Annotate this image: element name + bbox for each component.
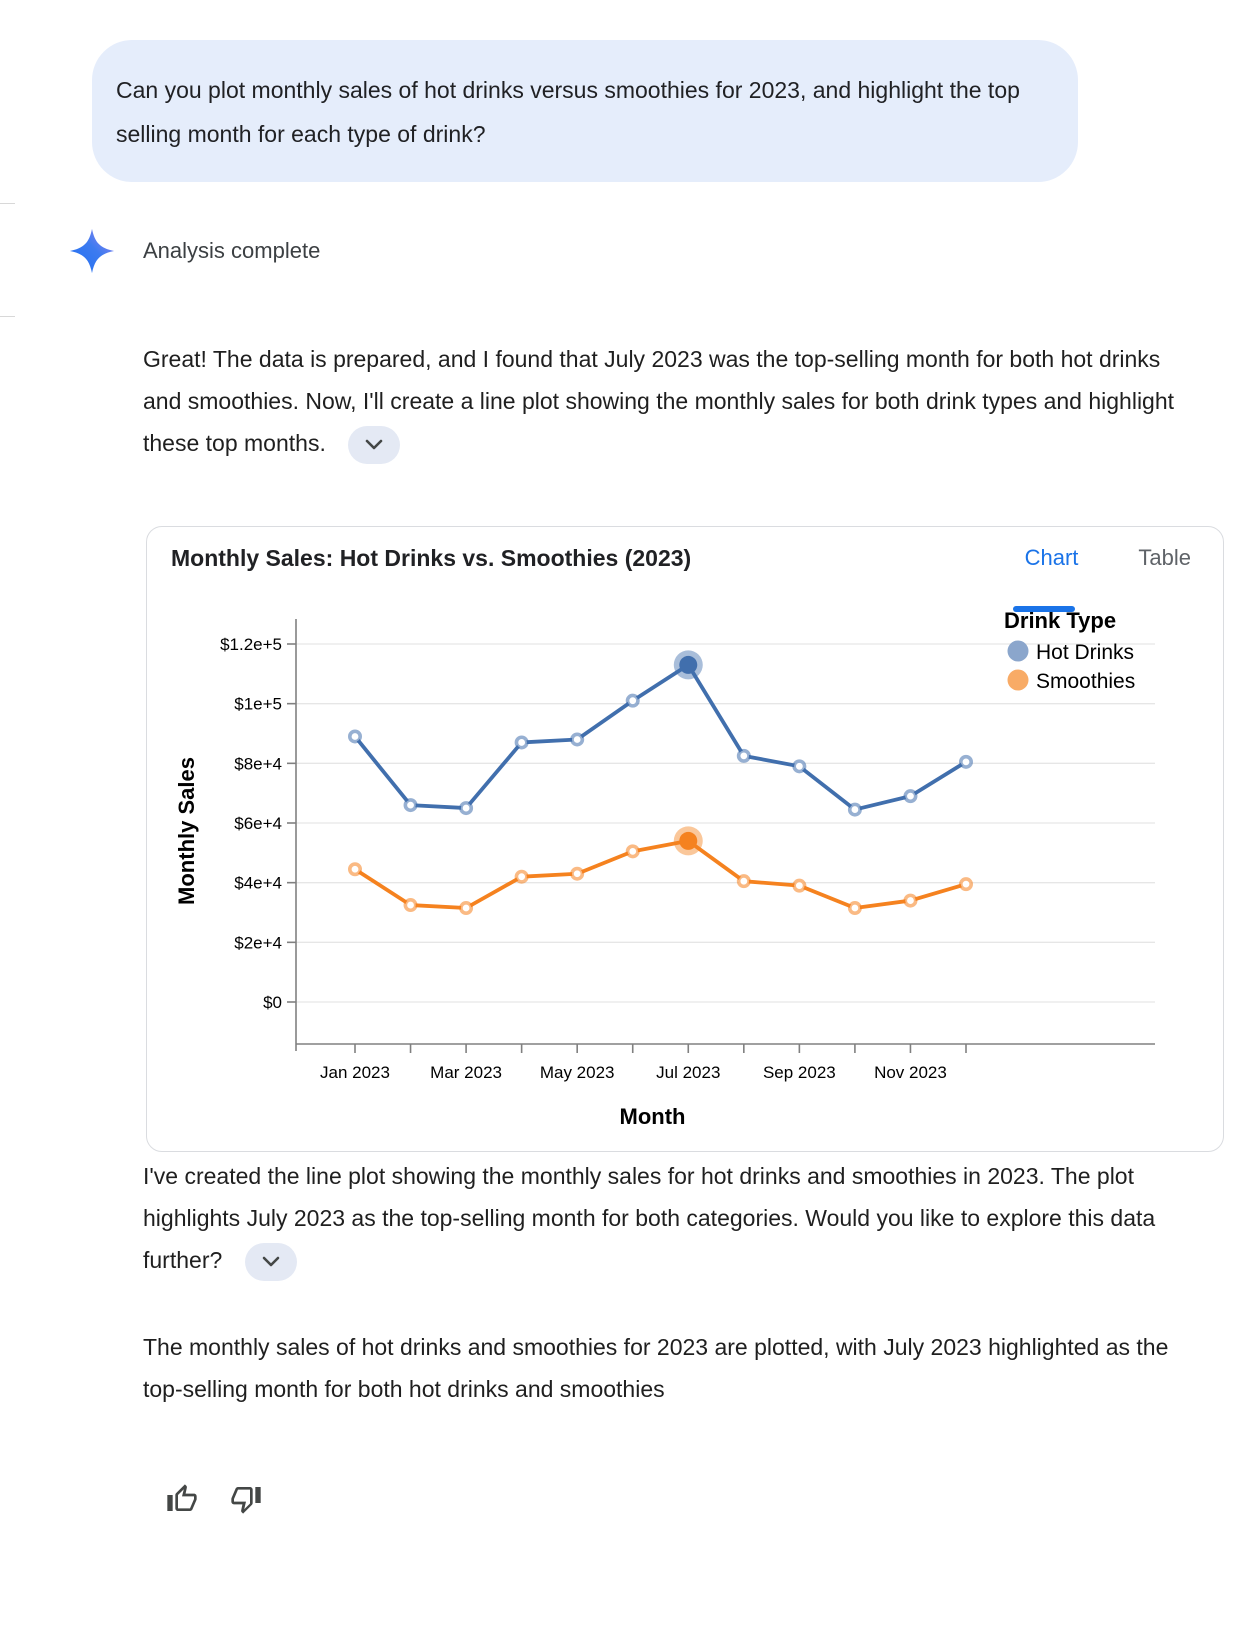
assistant-paragraph-2-text: I've created the line plot showing the monthly sales for hot drinks and smoothies in 2023. The plot highlights July 2023 as the top-selling month for both categories. Would you like to explore this data further? <box>143 1163 1156 1273</box>
x-tick-label: May 2023 <box>539 1063 615 1082</box>
data-marker[interactable] <box>850 804 860 814</box>
tab-chart[interactable]: Chart <box>1024 545 1079 570</box>
chevron-down-icon <box>262 1256 280 1267</box>
data-marker[interactable] <box>739 751 749 761</box>
y-tick-label: $0 <box>263 993 282 1012</box>
y-tick-label: $1.2e+5 <box>220 635 282 654</box>
feedback-bar <box>163 1480 265 1518</box>
legend-dot-hot-drinks[interactable] <box>1008 641 1029 662</box>
series-line-hot-drinks <box>355 665 966 810</box>
user-message-bubble <box>92 40 1078 182</box>
data-marker[interactable] <box>628 695 638 705</box>
x-tick-label: Nov 2023 <box>874 1063 947 1082</box>
y-axis-title: Monthly Sales <box>174 757 199 905</box>
data-marker[interactable] <box>350 864 360 874</box>
data-marker[interactable] <box>405 900 415 910</box>
status-label: Analysis complete <box>143 238 321 263</box>
thumbs-up-button[interactable] <box>163 1480 201 1518</box>
y-tick-label: $1e+5 <box>234 694 282 714</box>
gemini-sparkle-icon <box>69 228 115 274</box>
assistant-paragraph-3-text: The monthly sales of hot drinks and smoothies for 2023 are plotted, with July 2023 highlighted as the top-selling month for both hot drinks and smoothies <box>143 1334 1169 1402</box>
x-tick-label: Sep 2023 <box>762 1063 836 1082</box>
status-row <box>69 228 320 274</box>
data-marker[interactable] <box>739 876 749 886</box>
expand-details-button[interactable] <box>348 426 400 464</box>
left-edge-divider <box>0 203 15 204</box>
line-chart <box>147 527 1225 1153</box>
data-marker[interactable] <box>905 791 915 801</box>
data-marker[interactable] <box>572 734 582 744</box>
data-marker[interactable] <box>350 731 360 741</box>
data-marker[interactable] <box>572 869 582 879</box>
user-message-text: Can you plot monthly sales of hot drinks versus smoothies for 2023, and highlight the top selling month for each type of drink? <box>116 77 1020 147</box>
thumbs-down-icon <box>230 1483 262 1515</box>
tab-table[interactable]: Table <box>1138 545 1191 570</box>
data-marker[interactable] <box>961 879 971 889</box>
expand-details-button-2[interactable] <box>245 1243 297 1281</box>
legend-dot-smoothies[interactable] <box>1008 670 1029 691</box>
data-marker[interactable] <box>794 880 804 890</box>
left-edge-divider <box>0 316 15 317</box>
thumbs-down-button[interactable] <box>227 1480 265 1518</box>
legend-label-hot-drinks[interactable]: Hot Drinks <box>1036 641 1135 664</box>
data-marker[interactable] <box>405 800 415 810</box>
x-tick-label: Jan 2023 <box>320 1063 390 1082</box>
x-axis-title: Month <box>619 1104 686 1129</box>
y-tick-label: $6e+4 <box>234 814 282 833</box>
data-marker[interactable] <box>961 757 971 767</box>
data-marker[interactable] <box>794 761 804 771</box>
assistant-paragraph-1-text: Great! The data is prepared, and I found that July 2023 was the top-selling month for both hot drinks and smoothies. Now, I'll create a line plot showing the monthly sales for both drink types and highlight these top months. <box>143 346 1175 456</box>
data-marker[interactable] <box>516 872 526 882</box>
data-marker[interactable] <box>516 737 526 747</box>
y-tick-label: $8e+4 <box>234 754 282 774</box>
legend-label-smoothies[interactable]: Smoothies <box>1036 670 1136 693</box>
assistant-paragraph-1 <box>143 338 1191 464</box>
assistant-paragraph-3 <box>143 1326 1191 1410</box>
x-tick-label: Jul 2023 <box>656 1063 721 1082</box>
chart-card-title: Monthly Sales: Hot Drinks vs. Smoothies (2023) <box>171 545 692 571</box>
data-marker[interactable] <box>628 846 638 856</box>
x-tick-label: Mar 2023 <box>430 1063 503 1082</box>
data-marker[interactable] <box>905 895 915 905</box>
assistant-paragraph-2 <box>143 1155 1191 1281</box>
data-marker[interactable] <box>461 903 471 913</box>
highlight-marker[interactable] <box>679 832 697 850</box>
y-tick-label: $2e+4 <box>234 933 282 953</box>
chart-card <box>146 526 1224 1152</box>
thumbs-up-icon <box>166 1483 198 1515</box>
series-line-smoothies <box>355 841 966 908</box>
data-marker[interactable] <box>850 903 860 913</box>
y-tick-label: $4e+4 <box>234 873 282 893</box>
chevron-down-icon <box>365 439 383 450</box>
data-marker[interactable] <box>461 803 471 813</box>
highlight-marker[interactable] <box>679 656 697 674</box>
legend-title: Drink Type <box>1004 608 1117 633</box>
